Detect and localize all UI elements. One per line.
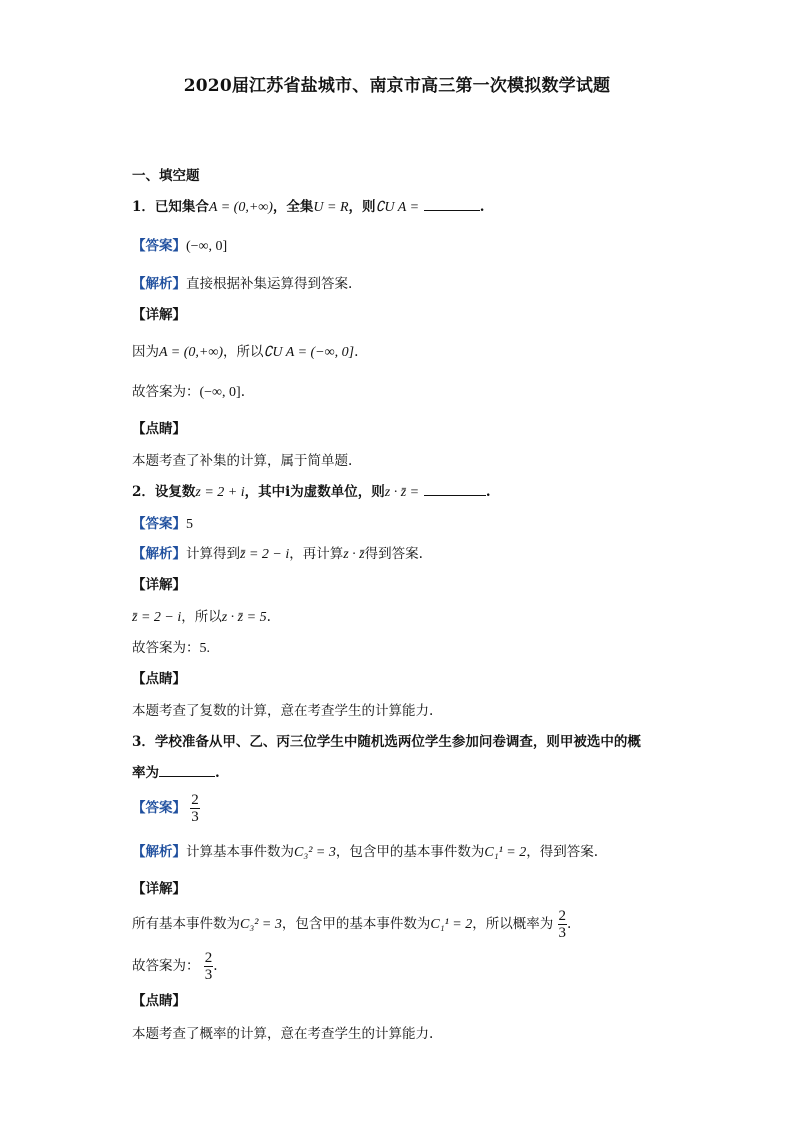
question-2-answer: 【答案】5 bbox=[132, 516, 193, 532]
document-title: 2020届江苏省盐城市、南京市高三第一次模拟数学试题 bbox=[183, 76, 611, 96]
question-2-detail: z̄ = 2 − i，所以z · z̄ = 5. bbox=[132, 609, 271, 625]
question-3-comment-heading: 【点睛】 bbox=[132, 993, 186, 1009]
answer-blank bbox=[159, 764, 215, 777]
question-1-final: 故答案为：(−∞, 0]. bbox=[132, 384, 245, 400]
question-1-comment: 本题考查了补集的计算，属于简单题. bbox=[132, 453, 353, 469]
question-1-stem: 1．已知集合A = (0,+∞)，全集U = R，则∁U A = . bbox=[132, 199, 485, 215]
section-heading: 一、填空题 bbox=[132, 168, 200, 184]
question-2-analysis: 【解析】计算得到z̄ = 2 − i，再计算z · z̄得到答案. bbox=[132, 546, 423, 562]
question-1-detail: 因为A = (0,+∞)，所以∁U A = (−∞, 0]. bbox=[132, 344, 359, 360]
question-3-detail: 所有基本事件数为C₃² = 3，包含甲的基本事件数为C₁¹ = 2，所以概率为 $\frac{2}{3}$ . bbox=[132, 908, 572, 941]
question-2-final: 故答案为：5. bbox=[132, 640, 210, 656]
question-3-answer: 【答案】 $\frac{2}{3}$ bbox=[132, 792, 199, 825]
question-3-stem-line-1: 3．学校准备从甲、乙、丙三位学生中随机选两位学生参加问卷调查，则甲被选中的概 bbox=[132, 734, 641, 750]
question-3-detail-heading: 【详解】 bbox=[132, 881, 186, 897]
final-fraction: $\frac{2}{3}$ bbox=[204, 950, 213, 983]
question-2-detail-heading: 【详解】 bbox=[132, 577, 186, 593]
question-3-analysis: 【解析】计算基本事件数为C₃² = 3，包含甲的基本事件数为C₁¹ = 2，得到答案. bbox=[132, 844, 599, 860]
question-2-comment-heading: 【点睛】 bbox=[132, 671, 186, 687]
question-1-analysis: 【解析】直接根据补集运算得到答案. bbox=[132, 276, 353, 292]
question-2-stem: 2．设复数z = 2 + i，其中i为虚数单位，则z · z̄ = . bbox=[132, 484, 491, 500]
detail-fraction: $\frac{2}{3}$ bbox=[558, 908, 567, 941]
question-1-answer: 【答案】(−∞, 0] bbox=[132, 238, 228, 254]
question-3-comment: 本题考查了概率的计算，意在考查学生的计算能力. bbox=[132, 1026, 434, 1042]
question-2-comment: 本题考查了复数的计算，意在考查学生的计算能力. bbox=[132, 703, 434, 719]
answer-blank bbox=[424, 198, 480, 211]
question-1-detail-heading: 【详解】 bbox=[132, 307, 186, 323]
answer-blank bbox=[424, 483, 486, 496]
question-3-stem-line-2: 率为 . bbox=[132, 765, 220, 781]
question-1-comment-heading: 【点睛】 bbox=[132, 421, 186, 437]
question-3-final: 故答案为： $\frac{2}{3}$ . bbox=[132, 950, 218, 983]
answer-fraction: $\frac{2}{3}$ bbox=[191, 792, 199, 825]
